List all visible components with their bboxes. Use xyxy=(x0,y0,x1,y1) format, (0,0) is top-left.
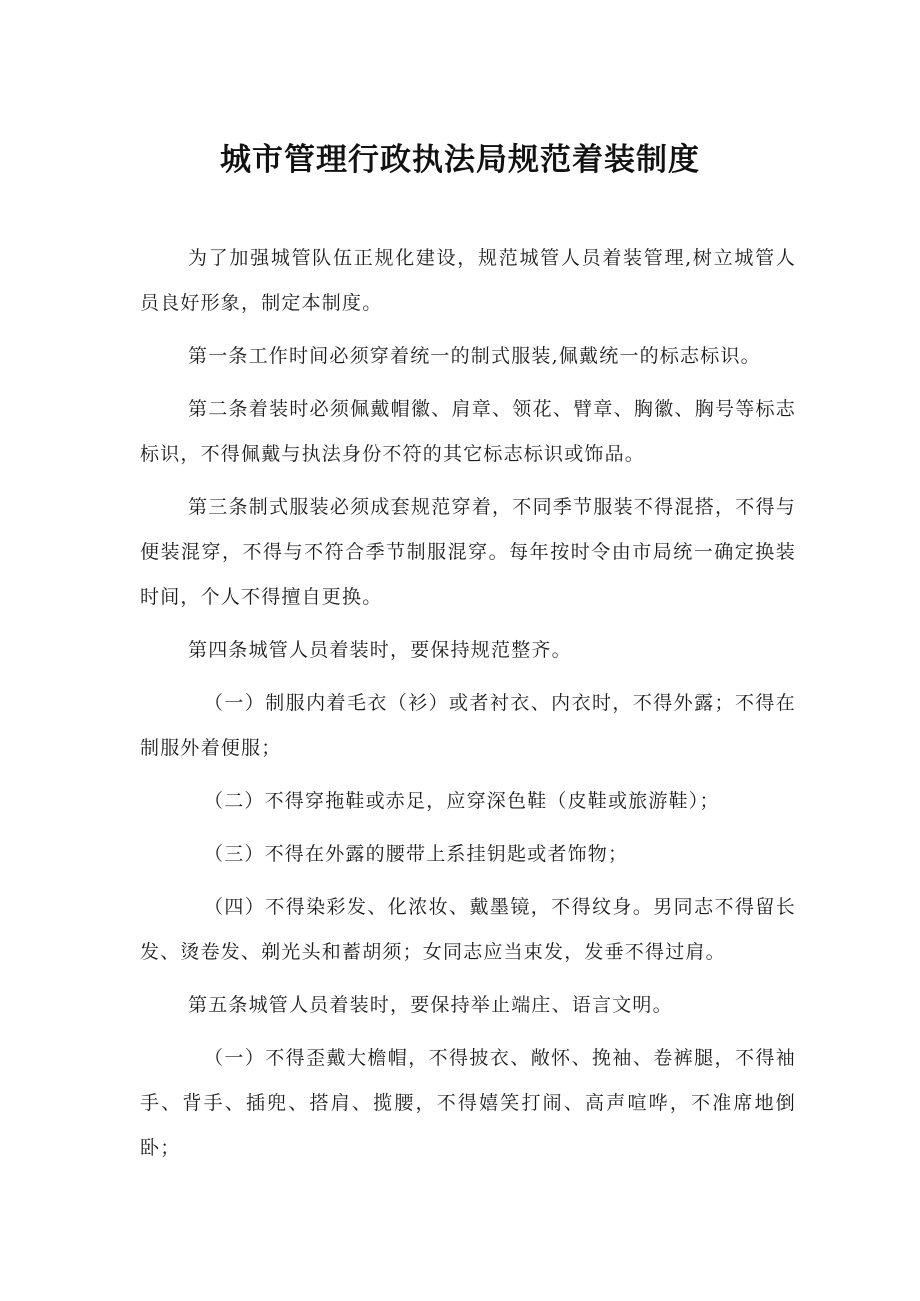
paragraph-article-4-item-2: （二）不得穿拖鞋或赤足，应穿深色鞋（皮鞋或旅游鞋）； xyxy=(204,790,720,812)
paragraph-article-4: 第四条城管人员着装时，要保持规范整齐。 xyxy=(188,639,572,661)
paragraph-article-4-item-1: （一）制服内着毛衣（衫）或者衬衣、内衣时，不得外露；不得在制服外着便服； xyxy=(140,692,796,759)
paragraph-article-5: 第五条城管人员着装时，要保持举止端庄、语言文明。 xyxy=(188,994,673,1016)
document-title: 城市管理行政执法局规范着装制度 xyxy=(220,142,700,178)
paragraph-article-4-item-4: （四）不得染彩发、化浓妆、戴墨镜，不得纹身。男同志不得留长发、烫卷发、剃光头和蓄胡须；女同志应当束发，发垂不得过肩。 xyxy=(140,896,796,963)
document-body xyxy=(140,236,796,1179)
paragraph-article-2: 第二条着装时必须佩戴帽徽、肩章、领花、臂章、胸徽、胸号等标志标识，不得佩戴与执法身份不符的其它标志标识或饰品。 xyxy=(140,398,796,465)
paragraph-intro: 为了加强城管队伍正规化建设，规范城管人员着装管理,树立城管人员良好形象，制定本制度。 xyxy=(140,247,796,314)
paragraph-article-1: 第一条工作时间必须穿着统一的制式服装,佩戴统一的标志标识。 xyxy=(188,345,761,367)
paragraph-article-3: 第三条制式服装必须成套规范穿着，不同季节服装不得混搭，不得与便装混穿，不得与不符合季节制服混穿。每年按时令由市局统一确定换装时间，个人不得擅自更换。 xyxy=(140,496,796,608)
paragraph-article-5-item-1: （一）不得歪戴大檐帽，不得披衣、敞怀、挽袖、卷裤腿，不得袖手、背手、插兜、搭肩、揽腰，不得嬉笑打闹、高声喧哗，不准席地倒卧； xyxy=(140,1047,796,1159)
paragraph-article-4-item-3: （三）不得在外露的腰带上系挂钥匙或者饰物； xyxy=(204,843,629,865)
